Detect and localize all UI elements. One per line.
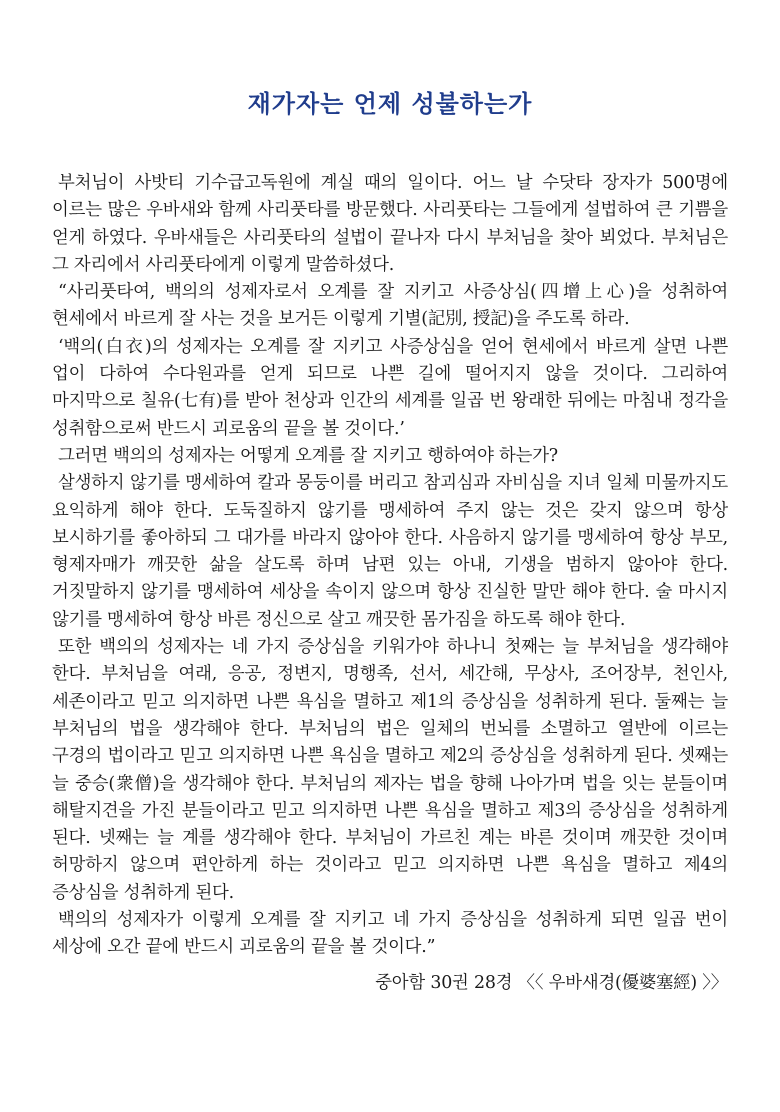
paragraph-intro: 부처님이 사밧티 기수급고독원에 계실 때의 일이다. 어느 날 수닷타 장자가 500명에 이르는 많은 우바새와 함께 사리풋타를 방문했다. 사리풋타는 그들에게 설법하여 큰 기쁨을 얻게 하였다. 우바새들은 사리풋타의 설법이 끝나자 다시 부처님을 찾아 뵈었다. 부처님은 그 자리에서 사리풋타에게 이렇게 말씀하셨다. <box>52 173 728 275</box>
paragraph-four-minds: 또한 백의의 성제자는 네 가지 증상심을 키워가야 하나니 첫째는 늘 부처님을 생각해야 한다. 부처님을 여래, 응공, 정변지, 명행족, 선서, 세간해, 무상사, 조어장부, 천인사, 세존이라고 믿고 의지하면 나쁜 욕심을 멸하고 제1의 증상심을 성취하게 된다. 둘째는 늘 부처님의 법을 생각해야 한다. 부처님의 법은 일체의 번뇌를 소멸하고 열반에 이르는 구경의 법이라고 믿고 의지하면 나쁜 욕심을 멸하고 제2의 증상심을 성취하게 된다. 셋째는 늘 중승(衆僧)을 생각해야 한다. 부처님의 제자는 법을 향해 나아가며 법을 잇는 분들이며 해탈지견을 가진 분들이라고 믿고 의지하면 나쁜 욕심을 멸하고 제3의 증상심을 성취하게 된다. 넷째는 늘 계를 생각해야 한다. 부처님이 가르친 계는 바른 것이며 깨끗한 것이며 허망하지 않으며 편안하게 하는 것이라고 믿고 의지하면 나쁜 욕심을 멸하고 제4의 증상심을 성취하게 된다. <box>52 637 728 903</box>
paragraph-conclusion: 백의의 성제자가 이렇게 오계를 잘 지키고 네 가지 증상심을 성취하게 되면 일곱 번이 세상에 오간 끝에 반드시 괴로움의 끝을 볼 것이다.” <box>52 910 728 958</box>
source-citation: 중아함 30권 28경 〈〈 우바새경(優婆塞經) 〉〉 <box>375 972 728 993</box>
body-text <box>52 170 728 962</box>
paragraph-buddha-speech: “사리풋타여, 백의의 성제자로서 오계를 잘 지키고 사증상심(四增上心)을 성취하여 현세에서 바르게 잘 사는 것을 보거든 이렇게 기별(記別, 授記)을 주도록 하라. <box>52 282 728 330</box>
paragraph-question: 그러면 백의의 성제자는 어떻게 오계를 잘 지키고 행하여야 하는가? <box>58 445 558 466</box>
paragraph-prophecy: ‘백의(白衣)의 성제자는 오계를 잘 지키고 사증상심을 얻어 현세에서 바르게 살면 나쁜 업이 다하여 수다원과를 얻게 되므로 나쁜 길에 떨어지지 않을 것이다. 그리하여 마지막으로 칠유(七有)를 받아 천상과 인간의 세계를 일곱 번 왕래한 뒤에는 마침내 정각을 성취함으로써 반드시 괴로움의 끝을 볼 것이다.’ <box>52 336 728 439</box>
paragraph-five-precepts: 살생하지 않기를 맹세하여 칼과 몽둥이를 버리고 참괴심과 자비심을 지녀 일체 미물까지도 요익하게 해야 한다. 도둑질하지 않기를 맹세하여 주지 않는 것은 갖지 않으며 항상 보시하기를 좋아하되 그 대가를 바라지 않아야 한다. 사음하지 않기를 맹세하여 항상 부모, 형제자매가 깨끗한 삶을 살도록 하며 남편 있는 아내, 기생을 범하지 않아야 한다. 거짓말하지 않기를 맹세하여 세상을 속이지 않으며 항상 진실한 말만 해야 한다. 술 마시지 않기를 맹세하여 항상 바른 정신으로 살고 깨끗한 몸가짐을 하도록 해야 한다. <box>52 473 728 630</box>
page-title: 재가자는 언제 성불하는가 <box>247 89 533 118</box>
